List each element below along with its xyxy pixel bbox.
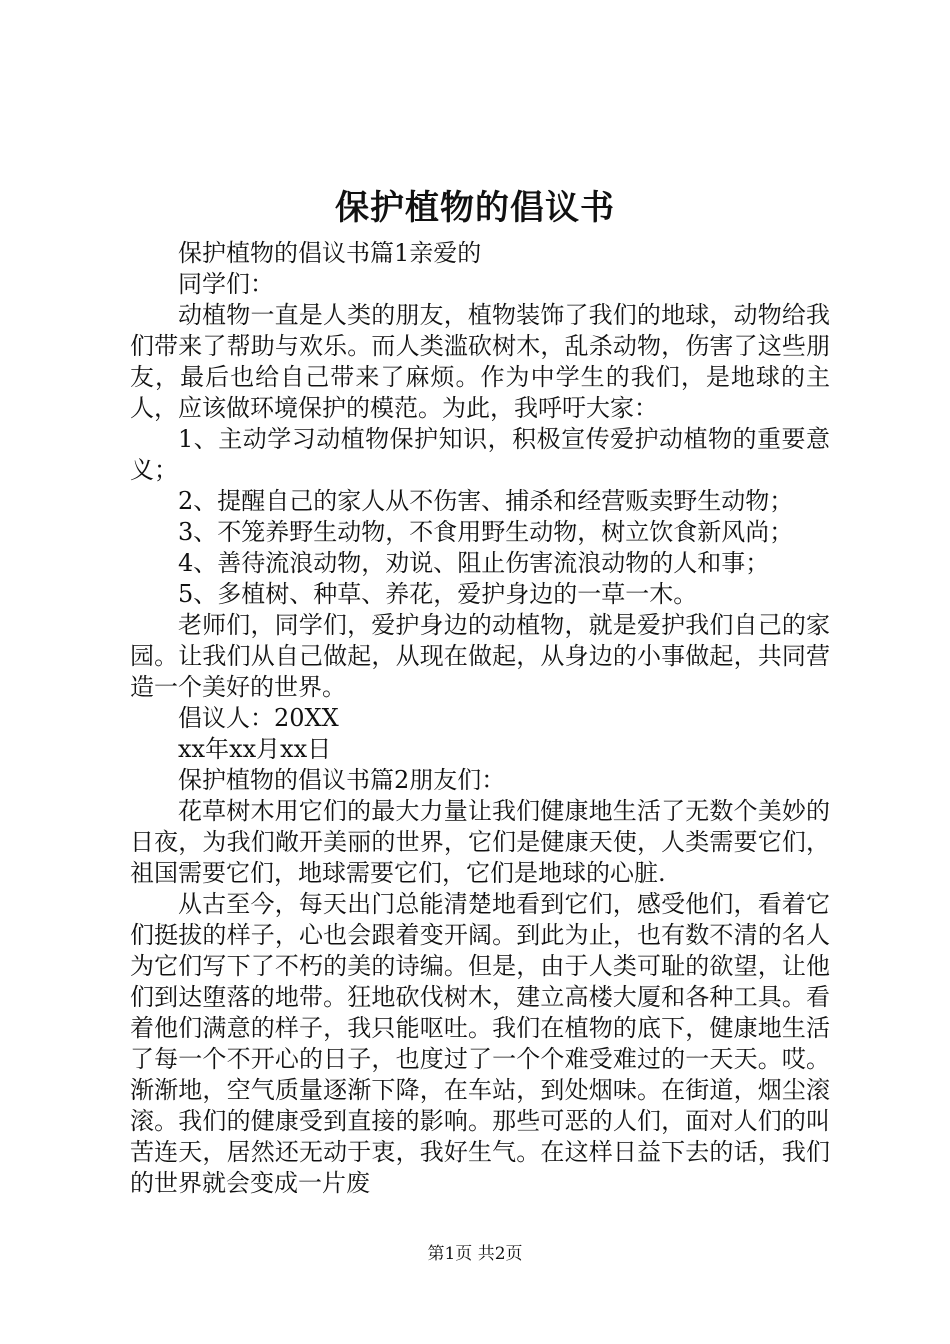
document-body bbox=[130, 238, 830, 1199]
paragraph: 5、多植树、种草、养花，爱护身边的一草一木。 bbox=[178, 580, 698, 608]
paragraph: 老师们，同学们，爱护身边的动植物，就是爱护我们自己的家园。让我们从自己做起，从现在做起，从身边的小事做起，共同营造一个美好的世界。 bbox=[130, 611, 830, 701]
paragraph: 倡议人：20XX bbox=[178, 704, 339, 732]
page-footer: 第1页 共2页 bbox=[427, 1244, 523, 1264]
paragraph: 保护植物的倡议书篇2朋友们： bbox=[178, 766, 506, 794]
paragraph: 花草树木用它们的最大力量让我们健康地生活了无数个美妙的日夜，为我们敞开美丽的世界，它们是健康天使，人类需要它们，祖国需要它们，地球需要它们，它们是地球的心脏. bbox=[130, 797, 830, 887]
paragraph: 1、主动学习动植物保护知识，积极宣传爱护动植物的重要意义； bbox=[130, 425, 830, 484]
paragraph: 动植物一直是人类的朋友，植物装饰了我们的地球，动物给我们带来了帮助与欢乐。而人类滥砍树木，乱杀动物，伤害了这些朋友，最后也给自己带来了麻烦。作为中学生的我们，是地球的主人，应该做环境保护的模范。为此，我呼吁大家： bbox=[130, 301, 830, 422]
paragraph: 3、不笼养野生动物，不食用野生动物，树立饮食新风尚； bbox=[178, 518, 794, 546]
paragraph: 2、提醒自己的家人从不伤害、捕杀和经营贩卖野生动物； bbox=[178, 487, 794, 515]
paragraph: xx年xx月xx日 bbox=[178, 735, 332, 763]
paragraph: 从古至今，每天出门总能清楚地看到它们，感受他们，看着它们挺拔的样子，心也会跟着变开阔。到此为止，也有数不清的名人为它们写下了不朽的美的诗编。但是，由于人类可耻的欲望，让他们到达堕落的地带。狂地砍伐树木，建立高楼大厦和各种工具。看着他们满意的样子，我只能呕吐。我们在植物的底下，健康地生活了每一个不开心的日子，也度过了一个个难受难过的一天天。哎。渐渐地，空气质量逐渐下降，在车站，到处烟味。在街道，烟尘滚滚。我们的健康受到直接的影响。那些可恶的人们，面对人们的叫苦连天，居然还无动于衷，我好生气。在这样日益下去的话，我们的世界就会变成一片废 bbox=[130, 890, 830, 1197]
document-title: 保护植物的倡议书 bbox=[335, 188, 615, 228]
paragraph: 4、善待流浪动物，劝说、阻止伤害流浪动物的人和事； bbox=[178, 549, 770, 577]
paragraph: 保护植物的倡议书篇1亲爱的 bbox=[178, 239, 482, 267]
paragraph: 同学们： bbox=[178, 270, 274, 298]
